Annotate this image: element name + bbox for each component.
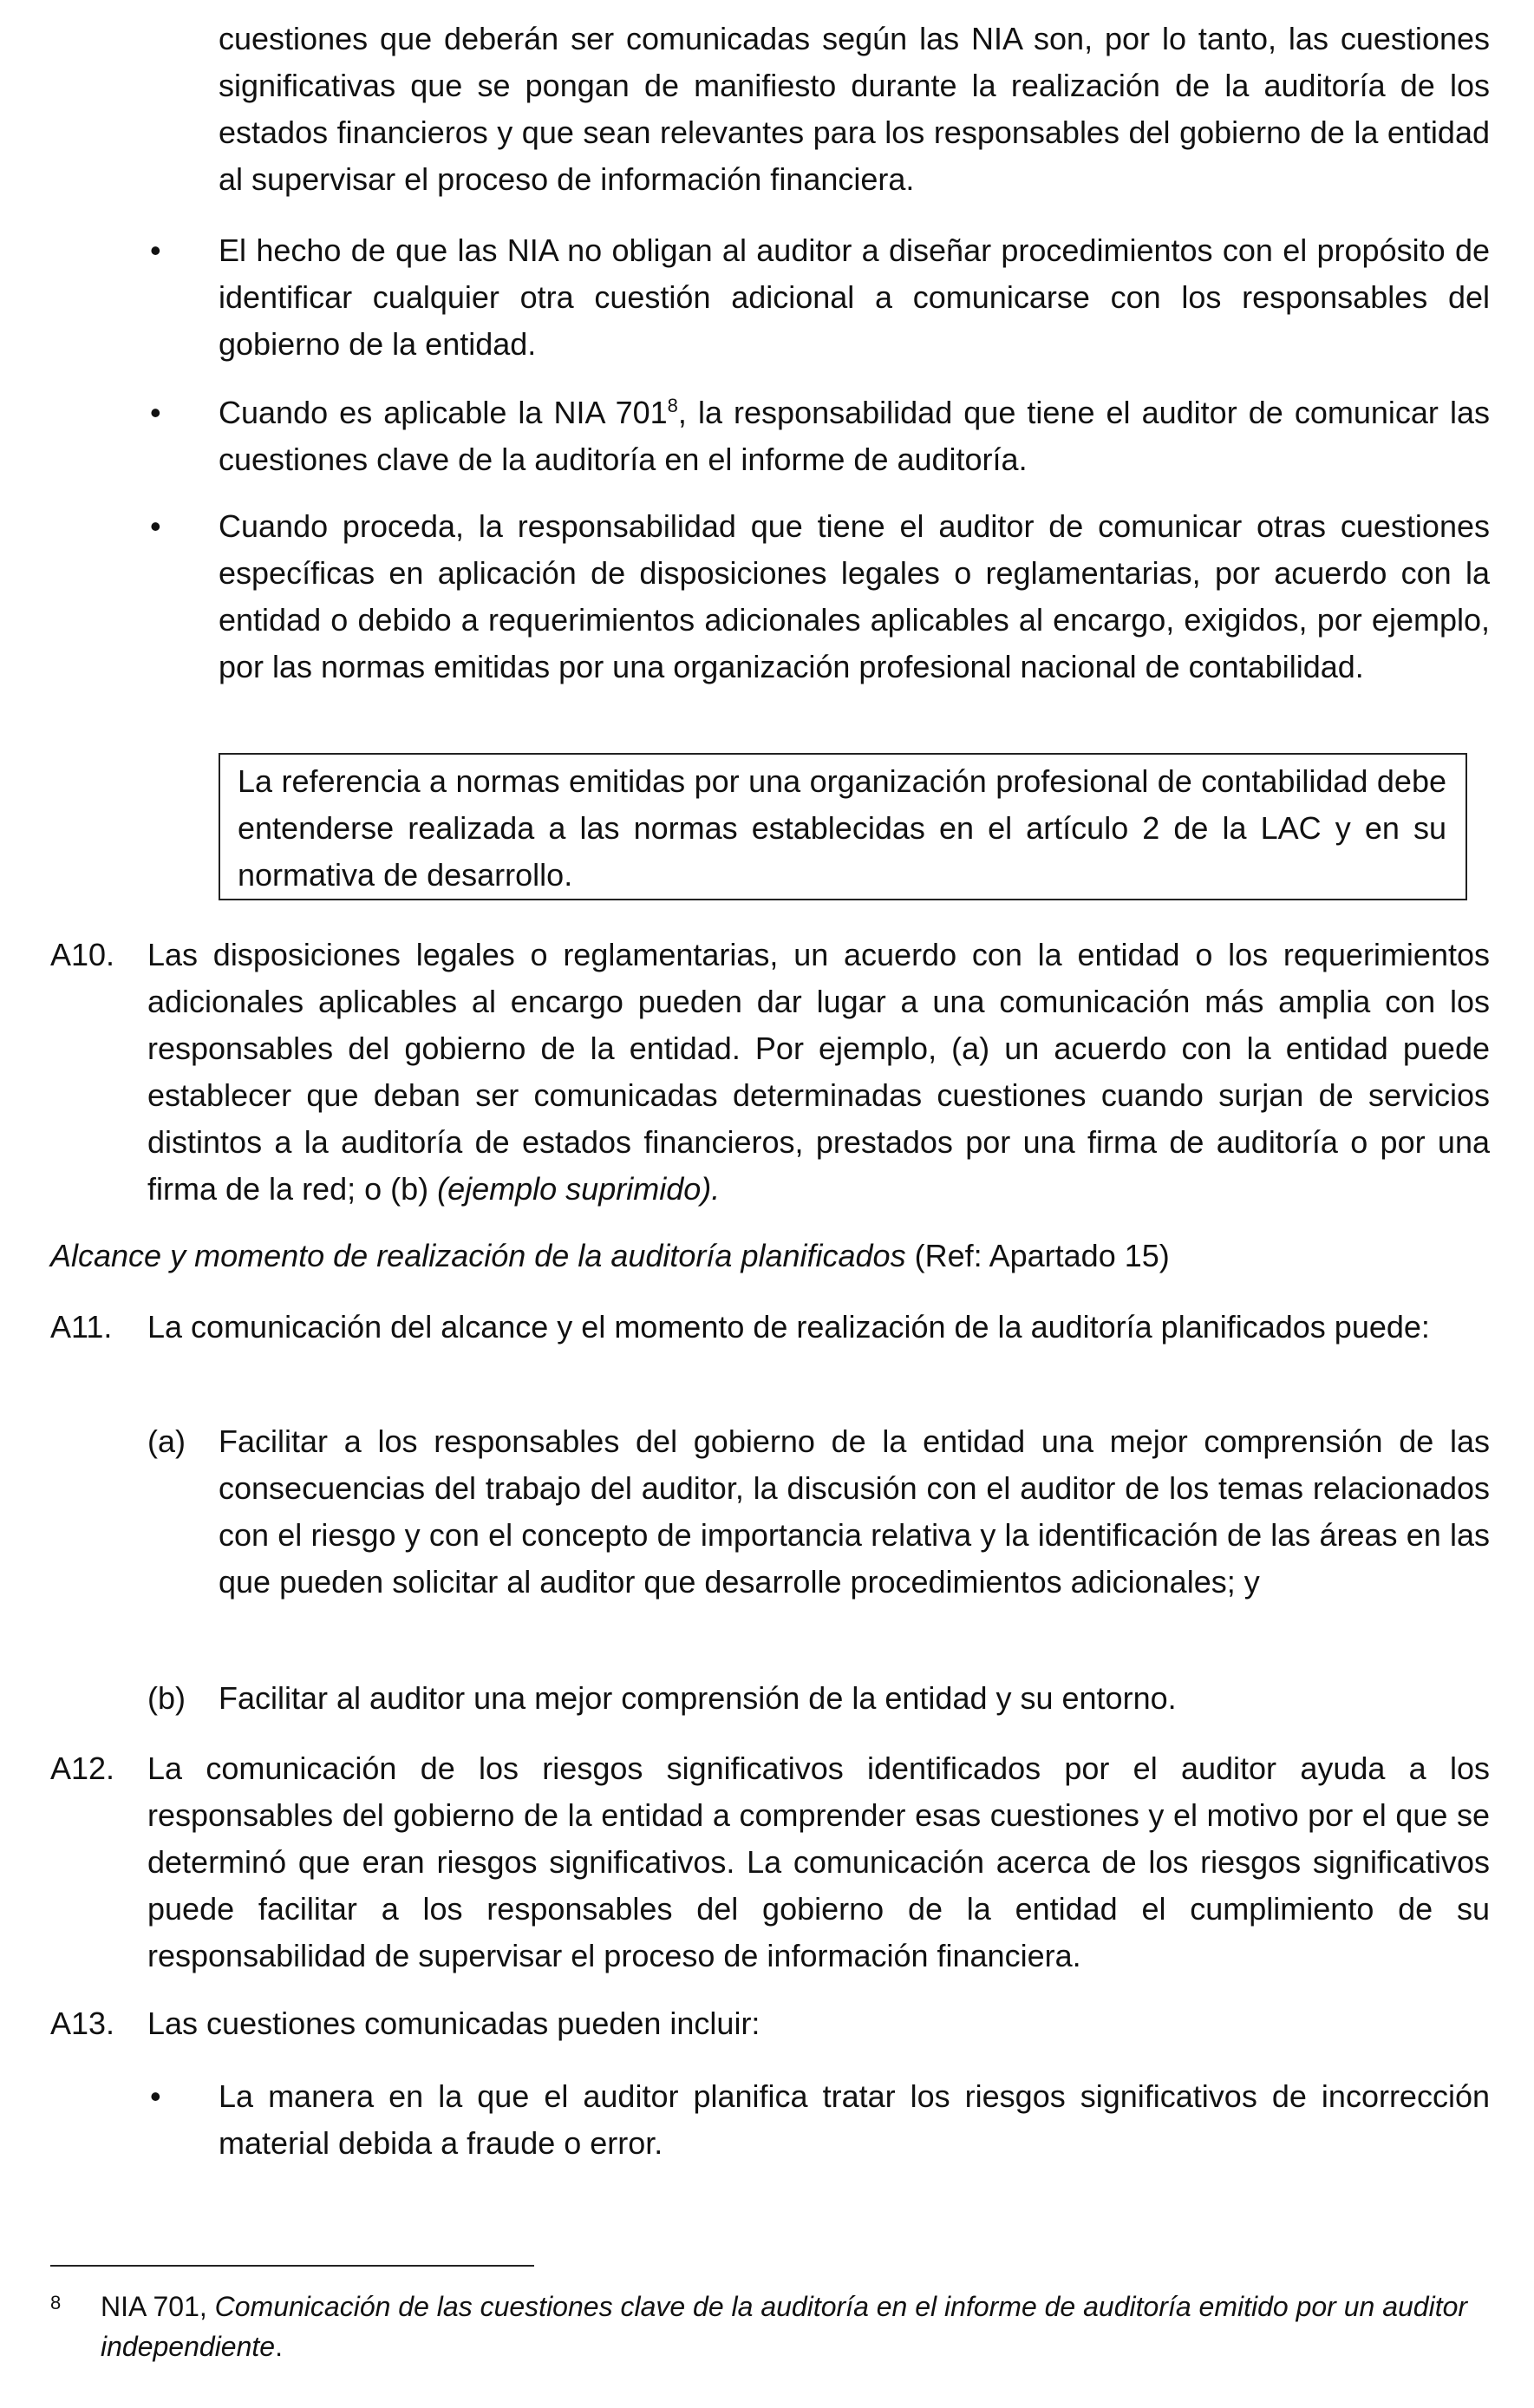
footnote-separator	[50, 2265, 534, 2267]
list-item-b-text: Facilitar al auditor una mejor comprensión de la entidad y su entorno.	[219, 1680, 1177, 1716]
paragraph-a12	[147, 1745, 1490, 1979]
paragraph-number-a11: A11.	[50, 1309, 113, 1345]
section-heading	[50, 1233, 1490, 1279]
bullet-item-nia-no-obligan	[219, 227, 1490, 368]
bullet-item-nia-701	[219, 389, 1490, 483]
list-label-a: (a)	[147, 1423, 186, 1459]
intro-paragraph	[219, 16, 1490, 203]
paragraph-a10-text: Las disposiciones legales o reglamentarias, un acuerdo con la entidad o los requerimientos adicionales aplicables al encargo pueden dar lugar a una comunicación más amplia con los responsables del gobierno de la entidad. Por ejemplo, (a) un acuerdo con la entidad puede establecer que deban ser comunicadas determinadas cuestiones cuando surjan de servicios distintos a la auditoría de estados financieros, prestados por una firma de auditoría o por una firma de la red; o (b) (ejemplo suprimido).	[147, 937, 1490, 1207]
paragraph-number-a10: A10.	[50, 937, 115, 972]
list-item-a	[219, 1418, 1490, 1606]
bullet-text: Cuando proceda, la responsabilidad que tiene el auditor de comunicar otras cuestiones específicas en aplicación de disposiciones legales o reglamentarias, por acuerdo con la entidad o debido a requerimientos adicionales aplicables al encargo, exigidos, por ejemplo, por las normas emitidas por una organización profesional nacional de contabilidad.	[219, 508, 1490, 684]
paragraph-a13	[147, 2000, 1490, 2047]
bullet-marker: •	[150, 508, 161, 544]
bullet-item-cuando-proceda	[219, 503, 1490, 690]
footnote-mark: 8	[50, 2292, 62, 2313]
section-heading-title: Alcance y momento de realización de la auditoría planificados	[50, 1238, 906, 1273]
bullet-marker: •	[150, 2078, 161, 2114]
paragraph-number-a13: A13.	[50, 2006, 115, 2041]
paragraph-a10	[147, 932, 1490, 1213]
footnote-reference[interactable]: 8	[667, 395, 678, 416]
bullet-text: Cuando es aplicable la NIA $701^8$, la responsabilidad que tiene el auditor de comunicar las cuestiones clave de la auditoría en el informe de auditoría.	[219, 395, 1490, 477]
list-item-a-text: Facilitar a los responsables del gobierno de la entidad una mejor comprensión de las consecuencias del trabajo del auditor, la discusión con el auditor de los temas relacionados con el riesgo y con el concepto de importancia relativa y la identificación de las áreas en las que pueden solicitar al auditor que desarrolle procedimientos adicionales; y	[219, 1423, 1490, 1600]
boxed-note	[219, 753, 1467, 900]
section-heading-reference: (Ref: Apartado 15)	[905, 1238, 1170, 1273]
footnote	[50, 2287, 1472, 2366]
bullet-marker: •	[150, 395, 161, 430]
bullet-marker: •	[150, 232, 161, 268]
paragraph-a13-text: Las cuestiones comunicadas pueden incluir:	[147, 2006, 760, 2041]
paragraph-number-a12: A12.	[50, 1750, 115, 1786]
list-label-b: (b)	[147, 1680, 186, 1716]
paragraph-a11	[147, 1304, 1490, 1351]
paragraph-a12-text: La comunicación de los riesgos significativos identificados por el auditor ayuda a los responsables del gobierno de la entidad a comprender esas cuestiones y el motivo por el que se determinó que eran riesgos significativos. La comunicación acerca de los riesgos significativos puede facilitar a los responsables del gobierno de la entidad el cumplimiento de su responsabilidad de supervisar el proceso de información financiera.	[147, 1750, 1490, 1973]
bullet-text: La manera en la que el auditor planifica tratar los riesgos significativos de incorrección material debida a fraude o error.	[219, 2078, 1490, 2161]
bullet-item-fraude	[219, 2073, 1490, 2167]
list-item-b	[219, 1675, 1490, 1722]
footnote-text: NIA 701, Comunicación de las cuestiones clave de la auditoría en el informe de auditoría emitido por un auditor independiente.	[101, 2291, 1468, 2362]
intro-paragraph-text: cuestiones que deberán ser comunicadas según las NIA son, por lo tanto, las cuestiones significativas que se pongan de manifiesto durante la realización de la auditoría de los estados financieros y que sean relevantes para los responsables del gobierno de la entidad al supervisar el proceso de información financiera.	[219, 21, 1490, 197]
boxed-note-text: La referencia a normas emitidas por una organización profesional de contabilidad debe entenderse realizada a las normas establecidas en el artículo 2 de la LAC y en su normativa de desarrollo.	[238, 763, 1446, 893]
paragraph-a11-text: La comunicación del alcance y el momento de realización de la auditoría planificados puede:	[147, 1309, 1430, 1345]
bullet-text: El hecho de que las NIA no obligan al auditor a diseñar procedimientos con el propósito de identificar cualquier otra cuestión adicional a comunicarse con los responsables del gobierno de la entidad.	[219, 232, 1490, 362]
